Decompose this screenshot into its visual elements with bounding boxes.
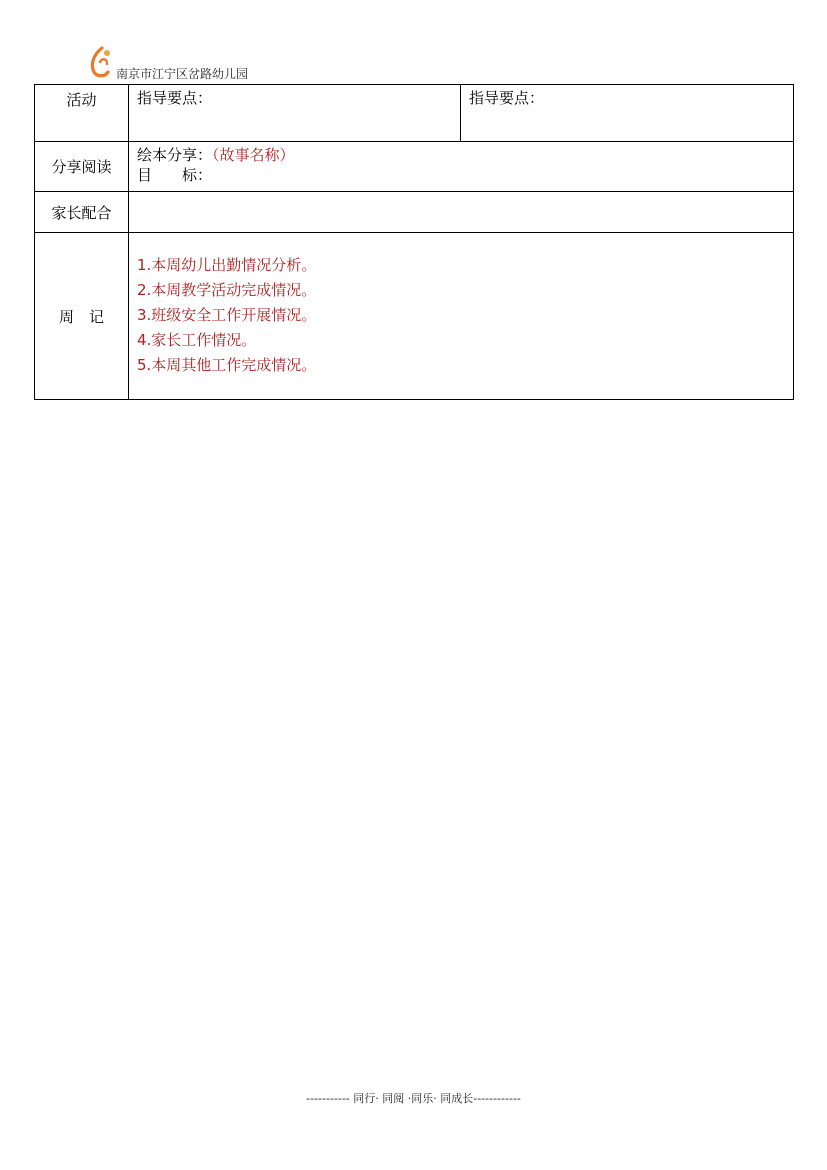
guide-points-right-label: 指导要点： xyxy=(469,89,545,107)
weekly-content-cell[interactable] xyxy=(129,233,794,400)
weekly-plan-table xyxy=(34,84,794,400)
parent-label: 家长配合 xyxy=(35,192,129,233)
reading-content-cell[interactable] xyxy=(129,142,794,192)
page-header xyxy=(88,44,348,80)
parent-content-cell[interactable] xyxy=(129,192,794,233)
picture-book-line xyxy=(137,145,793,165)
weekly-item: 4.家长工作情况。 xyxy=(137,331,257,349)
guide-points-left-label: 指导要点： xyxy=(137,89,213,107)
parent-row xyxy=(35,192,794,233)
weekly-item: 5.本周其他工作完成情况。 xyxy=(137,356,317,374)
activity-label: 活动 xyxy=(35,85,129,142)
weekly-items-list xyxy=(129,233,793,378)
weekly-item: 2.本周教学活动完成情况。 xyxy=(137,281,317,299)
picture-book-label: 绘本分享： xyxy=(137,146,213,164)
guide-points-right-cell[interactable] xyxy=(461,85,794,142)
weekly-item: 3.班级安全工作开展情况。 xyxy=(137,306,317,324)
weekly-row xyxy=(35,233,794,400)
weekly-label: 周 记 xyxy=(35,233,129,400)
footer-motto: ----------- 同行· 同阅 ·同乐· 同成长------------ xyxy=(306,1092,521,1105)
activity-row xyxy=(35,85,794,142)
school-name: 南京市江宁区岔路幼儿园 xyxy=(116,67,249,81)
school-logo-icon xyxy=(88,44,118,80)
reading-row xyxy=(35,142,794,192)
reading-label: 分享阅读 xyxy=(35,142,129,192)
goal-line: 目 标： xyxy=(137,166,213,184)
weekly-item: 1.本周幼儿出勤情况分析。 xyxy=(137,256,317,274)
story-name-placeholder: （故事名称） xyxy=(212,146,295,164)
guide-points-left-cell[interactable] xyxy=(129,85,461,142)
